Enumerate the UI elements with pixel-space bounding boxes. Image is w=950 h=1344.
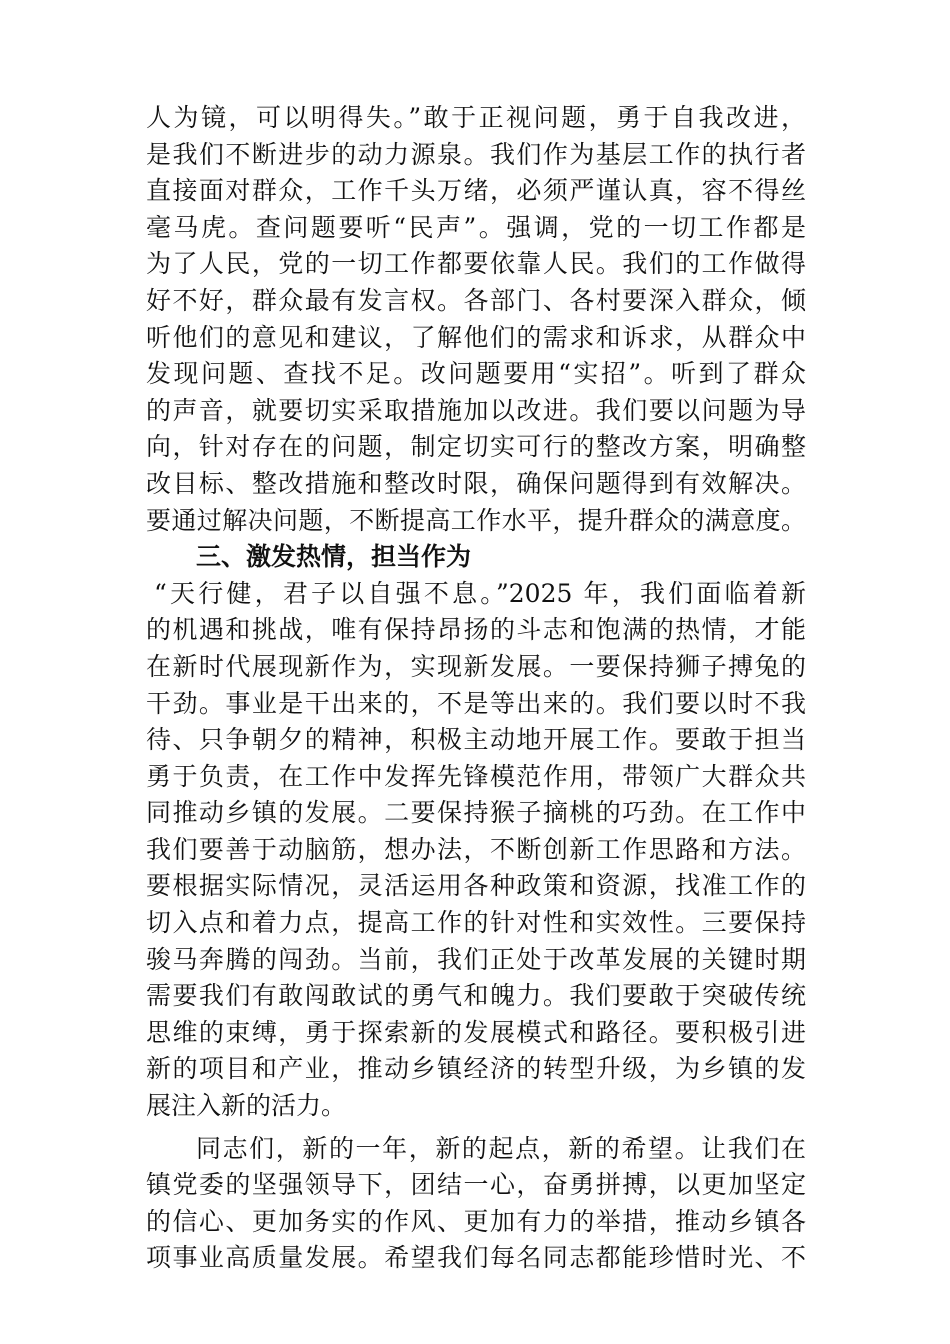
text-line: 听他们的意见和建议，了解他们的需求和诉求，从群众中 xyxy=(146,322,806,352)
text-line: “天行健，君子以自强不息。”2025 年，我们面临着新 xyxy=(154,578,806,608)
text-line: 项事业高质量发展。希望我们每名同志都能珍惜时光、不 xyxy=(146,1243,806,1273)
text-line: 在新时代展现新作为，实现新发展。一要保持狮子搏兔的 xyxy=(146,651,806,681)
text-line: 直接面对群众，工作千头万绪，必须严谨认真，容不得丝 xyxy=(146,176,806,206)
paragraph-2 xyxy=(146,576,806,1125)
text-line: 切入点和着力点，提高工作的针对性和实效性。三要保持 xyxy=(146,908,806,938)
paragraph-1 xyxy=(146,100,806,539)
text-line: 思维的束缚，勇于探索新的发展模式和路径。要积极引进 xyxy=(146,1017,806,1047)
text-line: 的机遇和挑战，唯有保持昂扬的斗志和饱满的热情，才能 xyxy=(146,615,806,645)
text-line: 为了人民，党的一切工作都要依靠人民。我们的工作做得 xyxy=(146,249,806,279)
text-line: 向，针对存在的问题，制定切实可行的整改方案，明确整 xyxy=(146,432,806,462)
text-line: 毫马虎。查问题要听“民声”。强调，党的一切工作都是 xyxy=(146,212,806,242)
text-line: 待、只争朝夕的精神，积极主动地开展工作。要敢于担当 xyxy=(146,725,806,755)
text-line: 好不好，群众最有发言权。各部门、各村要深入群众，倾 xyxy=(146,285,806,315)
text-line: 干劲。事业是干出来的，不是等出来的。我们要以时不我 xyxy=(146,688,806,718)
text-line: 是我们不断进步的动力源泉。我们作为基层工作的执行者 xyxy=(146,139,806,169)
text-line: 骏马奔腾的闯劲。当前，我们正处于改革发展的关键时期 xyxy=(146,944,806,974)
text-line: 我们要善于动脑筋，想办法，不断创新工作思路和方法。 xyxy=(146,834,806,864)
text-line: 发现问题、查找不足。改问题要用“实招”。听到了群众 xyxy=(146,359,806,389)
text-line: 展注入新的活力。 xyxy=(146,1091,347,1121)
text-line: 的声音，就要切实采取措施加以改进。我们要以问题为导 xyxy=(146,395,806,425)
text-line: 的信心、更加务实的作风、更加有力的举措，推动乡镇各 xyxy=(146,1206,806,1236)
text-line: 需要我们有敢闯敢试的勇气和魄力。我们要敢于突破传统 xyxy=(146,981,806,1011)
text-line: 新的项目和产业，推动乡镇经济的转型升级，为乡镇的发 xyxy=(146,1054,806,1084)
paragraph-3 xyxy=(146,1131,806,1277)
text-line: 同推动乡镇的发展。二要保持猴子摘桃的巧劲。在工作中 xyxy=(146,798,806,828)
text-line: 改目标、整改措施和整改时限，确保问题得到有效解决。 xyxy=(146,468,806,498)
document-body xyxy=(146,100,806,1277)
text-line: 镇党委的坚强领导下，团结一心，奋勇拼搏，以更加坚定 xyxy=(146,1170,806,1200)
text-line: 勇于负责，在工作中发挥先锋模范作用，带领广大群众共 xyxy=(146,761,806,791)
text-line: 同志们，新的一年，新的起点，新的希望。让我们在 xyxy=(196,1133,806,1163)
text-line: 人为镜，可以明得失。”敢于正视问题，勇于自我改进， xyxy=(146,103,806,132)
section-heading: 三、激发热情，担当作为 xyxy=(196,542,472,572)
text-line: 要通过解决问题，不断提高工作水平，提升群众的满意度。 xyxy=(146,505,806,535)
text-line: 要根据实际情况，灵活运用各种政策和资源，找准工作的 xyxy=(146,871,806,901)
